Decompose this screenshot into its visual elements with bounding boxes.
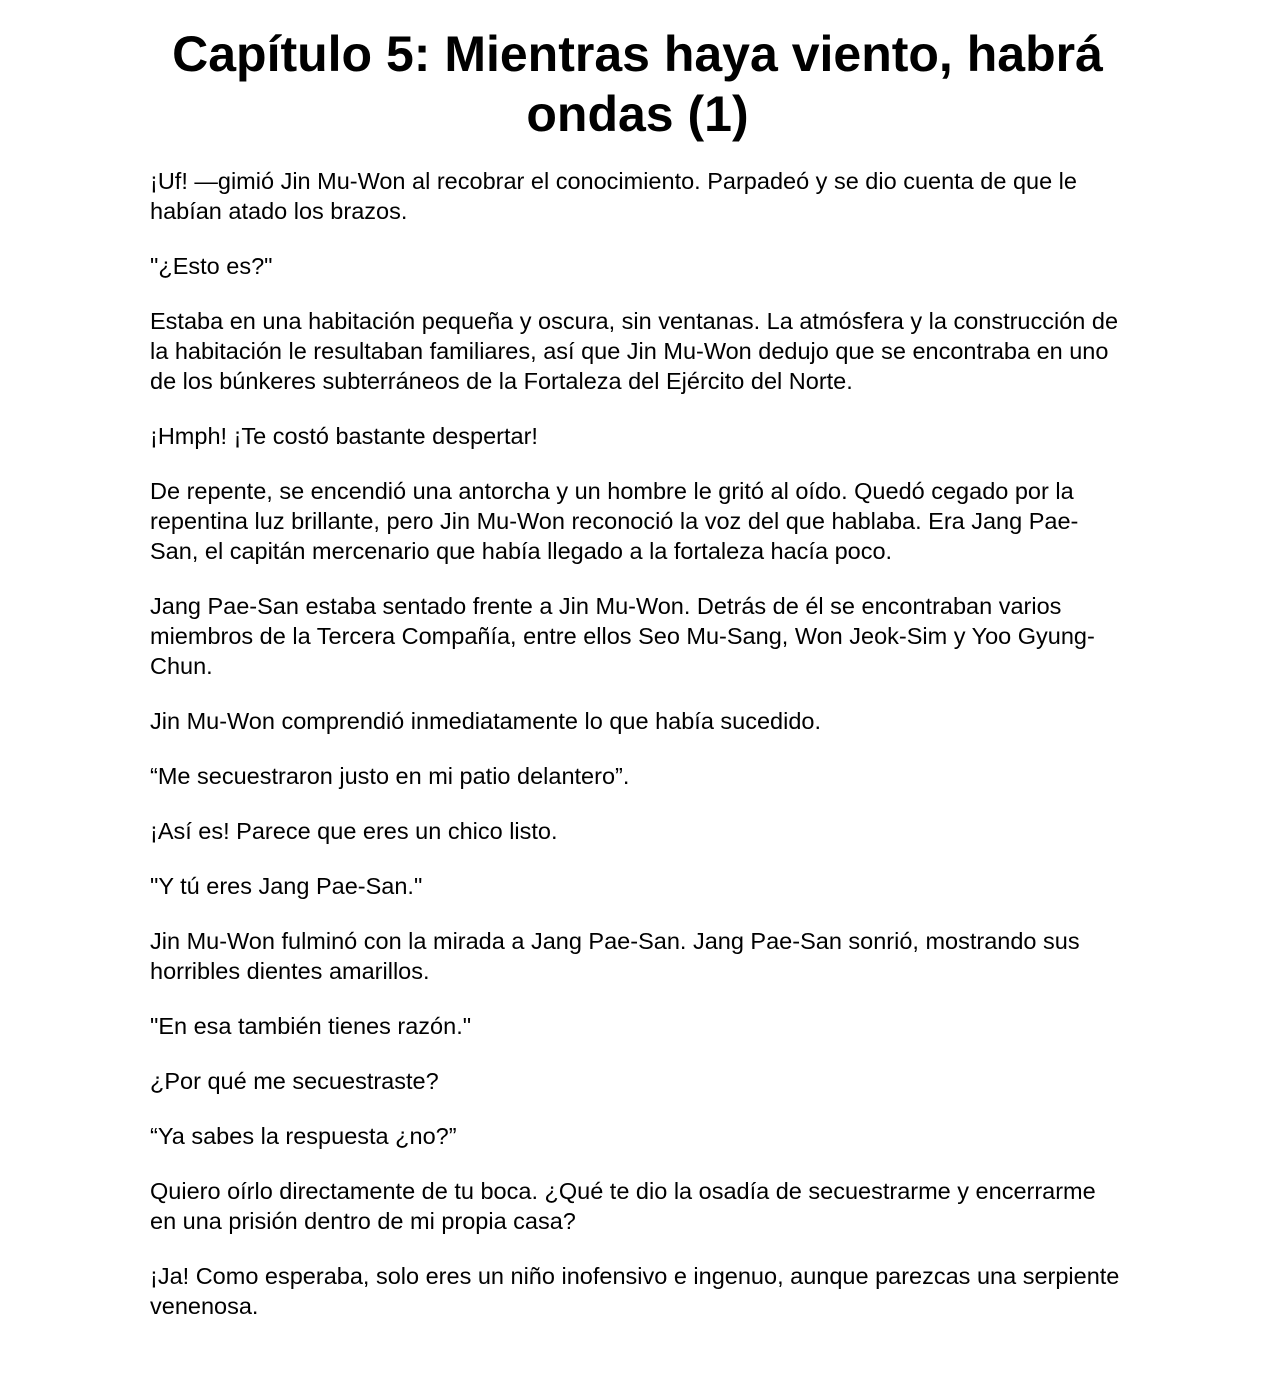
paragraph: Quiero oírlo directamente de tu boca. ¿Qué te dio la osadía de secuestrarme y encerrarme en una prisión dentro de mi propia casa?: [150, 1178, 1096, 1234]
chapter-title: Capítulo 5: Mientras haya viento, habrá ondas (1): [172, 26, 1103, 142]
paragraph: "En esa también tienes razón.": [150, 1013, 472, 1039]
paragraph: Jin Mu-Won comprendió inmediatamente lo que había sucedido.: [150, 708, 822, 734]
paragraph: Jin Mu-Won fulminó con la mirada a Jang Pae-San. Jang Pae-San sonrió, mostrando sus horribles dientes amarillos.: [150, 928, 1080, 984]
paragraph: “Ya sabes la respuesta ¿no?”: [150, 1123, 457, 1149]
paragraph: “Me secuestraron justo en mi patio delantero”.: [150, 763, 630, 789]
chapter-body: [150, 166, 1125, 1346]
paragraph: ¡Así es! Parece que eres un chico listo.: [150, 818, 558, 844]
paragraph: Jang Pae-San estaba sentado frente a Jin Mu-Won. Detrás de él se encontraban varios miembros de la Tercera Compañía, entre ellos Seo Mu-Sang, Won Jeok-Sim y Yoo Gyung-Chun.: [150, 593, 1095, 679]
paragraph: Estaba en una habitación pequeña y oscura, sin ventanas. La atmósfera y la construcción de la habitación le resultaban familiares, así que Jin Mu-Won dedujo que se encontraba en uno de los búnkeres subterráneos de la Fortaleza del Ejército del Norte.: [150, 308, 1119, 394]
paragraph: ¡Uf! —gimió Jin Mu-Won al recobrar el conocimiento. Parpadeó y se dio cuenta de que le habían atado los brazos.: [150, 168, 1077, 224]
paragraph: "¿Esto es?": [150, 253, 273, 279]
paragraph: ¡Ja! Como esperaba, solo eres un niño inofensivo e ingenuo, aunque parezcas una serpiente venenosa.: [150, 1263, 1120, 1319]
paragraph: "Y tú eres Jang Pae-San.": [150, 873, 423, 899]
paragraph: De repente, se encendió una antorcha y un hombre le gritó al oído. Quedó cegado por la repentina luz brillante, pero Jin Mu-Won reconoció la voz del que hablaba. Era Jang Pae-San, el capitán mercenario que había llegado a la fortaleza hacía poco.: [150, 478, 1079, 564]
paragraph: ¡Hmph! ¡Te costó bastante despertar!: [150, 423, 538, 449]
paragraph: ¿Por qué me secuestraste?: [150, 1068, 439, 1094]
